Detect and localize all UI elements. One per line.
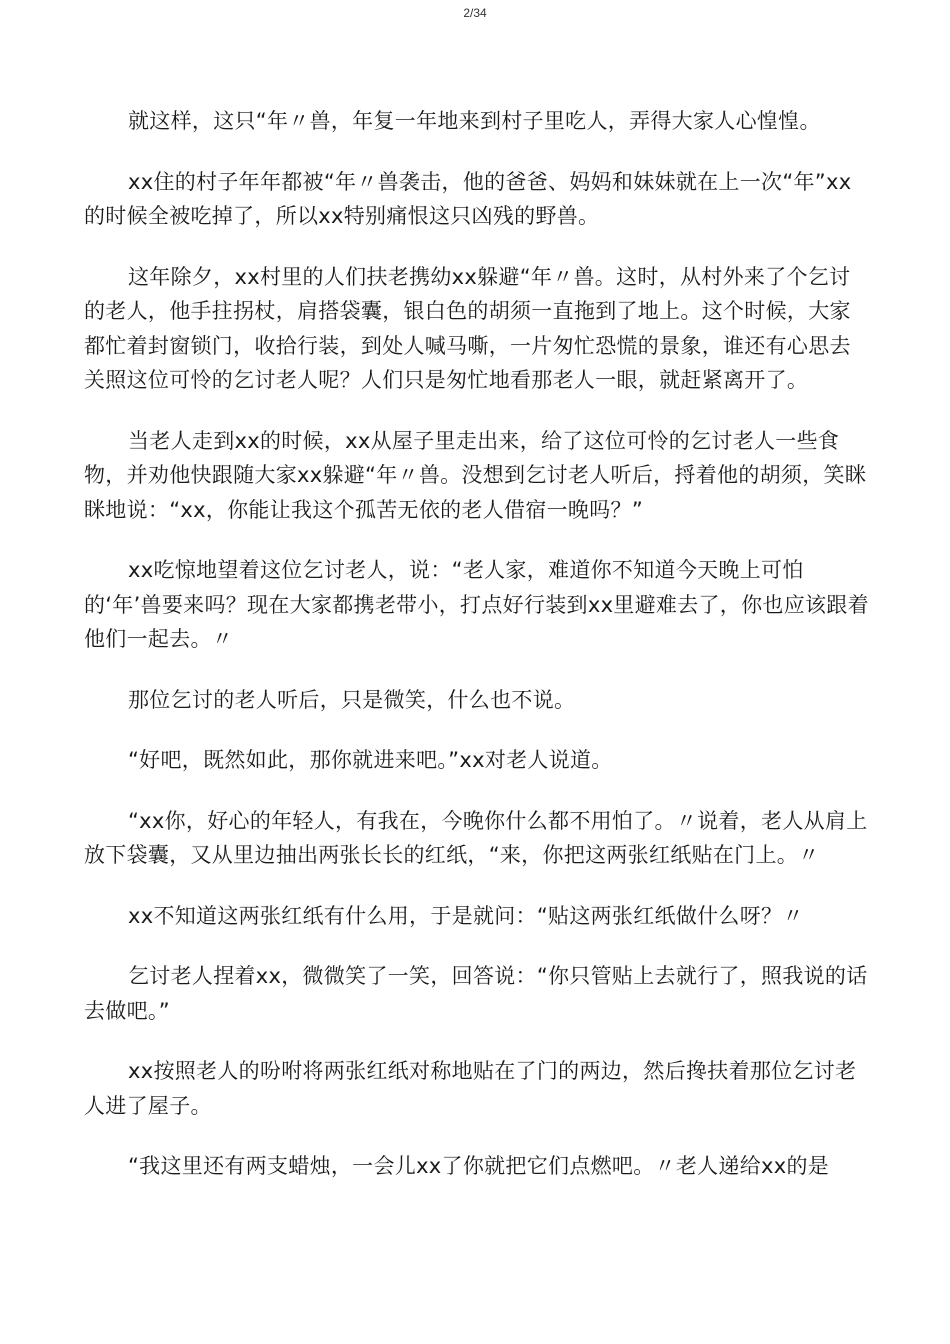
document-body — [84, 104, 870, 1210]
paragraph-10: 乞讨老人捏着xx，微微笑了一笑，回答说：“你只管贴上去就行了，照我说的话去做吧。” — [84, 964, 868, 1023]
paragraph-2: xx住的村子年年都被“年〃兽袭击，他的爸爸、妈妈和妹妹就在上一次“年”xx的时候全被吃掉了，所以xx特别痛恨这只凶残的野兽。 — [84, 169, 852, 228]
paragraph-11: xx按照老人的吩咐将两张红纸对称地贴在了门的两边，然后搀扶着那位乞讨老人进了屋子。 — [84, 1059, 857, 1118]
paragraph-9: xx不知道这两张红纸有什么用，于是就问：“贴这两张红纸做什么呀？〃 — [128, 903, 804, 928]
page-number: 2/34 — [463, 6, 487, 20]
paragraph-12: “我这里还有两支蜡烛，一会儿xx了你就把它们点燃吧。〃老人递给xx的是 — [128, 1154, 830, 1178]
paragraph-4: 当老人走到xx的时候，xx从屋子里走出来，给了这位可怜的乞讨老人一些食物，并劝他快跟随大家xx躲避“年〃兽。没想到乞讨老人听后，捋着他的胡须，笑眯眯地说：“xx，你能让我这个孤苦无依的老人借宿一晚吗？” — [84, 428, 867, 522]
paragraph-3: 这年除夕，xx村里的人们扶老携幼xx躲避“年〃兽。这时，从村外来了个乞讨的老人，他手拄拐杖，肩搭袋囊，银白色的胡须一直拖到了地上。这个时候，大家都忙着封窗锁门，收拾行装，到处人喊马嘶，一片匆忙恐慌的景象，谁还有心思去关照这位可怜的乞讨老人呢？人们只是匆忙地看那老人一眼，就赶紧离开了。 — [84, 264, 851, 392]
paragraph-8: “xx你，好心的年轻人，有我在，今晚你什么都不用怕了。〃说着，老人从肩上放下袋囊，又从里边抽出两张长长的红纸，“来，你把这两张红纸贴在门上。〃 — [84, 808, 868, 867]
paragraph-1: 就这样，这只“年〃兽，年复一年地来到村子里吃人，弄得大家人心惶惶。 — [128, 109, 821, 133]
paragraph-7: “好吧，既然如此，那你就进来吧。”xx对老人说道。 — [128, 748, 613, 772]
paragraph-6: 那位乞讨的老人听后，只是微笑，什么也不说。 — [128, 687, 576, 712]
paragraph-5: xx吃惊地望着这位乞讨老人，说：“老人家，难道你不知道今天晚上可怕的‘年’兽要来吗？现在大家都携老带小，打点好行装到xx里避难去了，你也应该跟着他们一起去。〃 — [84, 558, 869, 651]
